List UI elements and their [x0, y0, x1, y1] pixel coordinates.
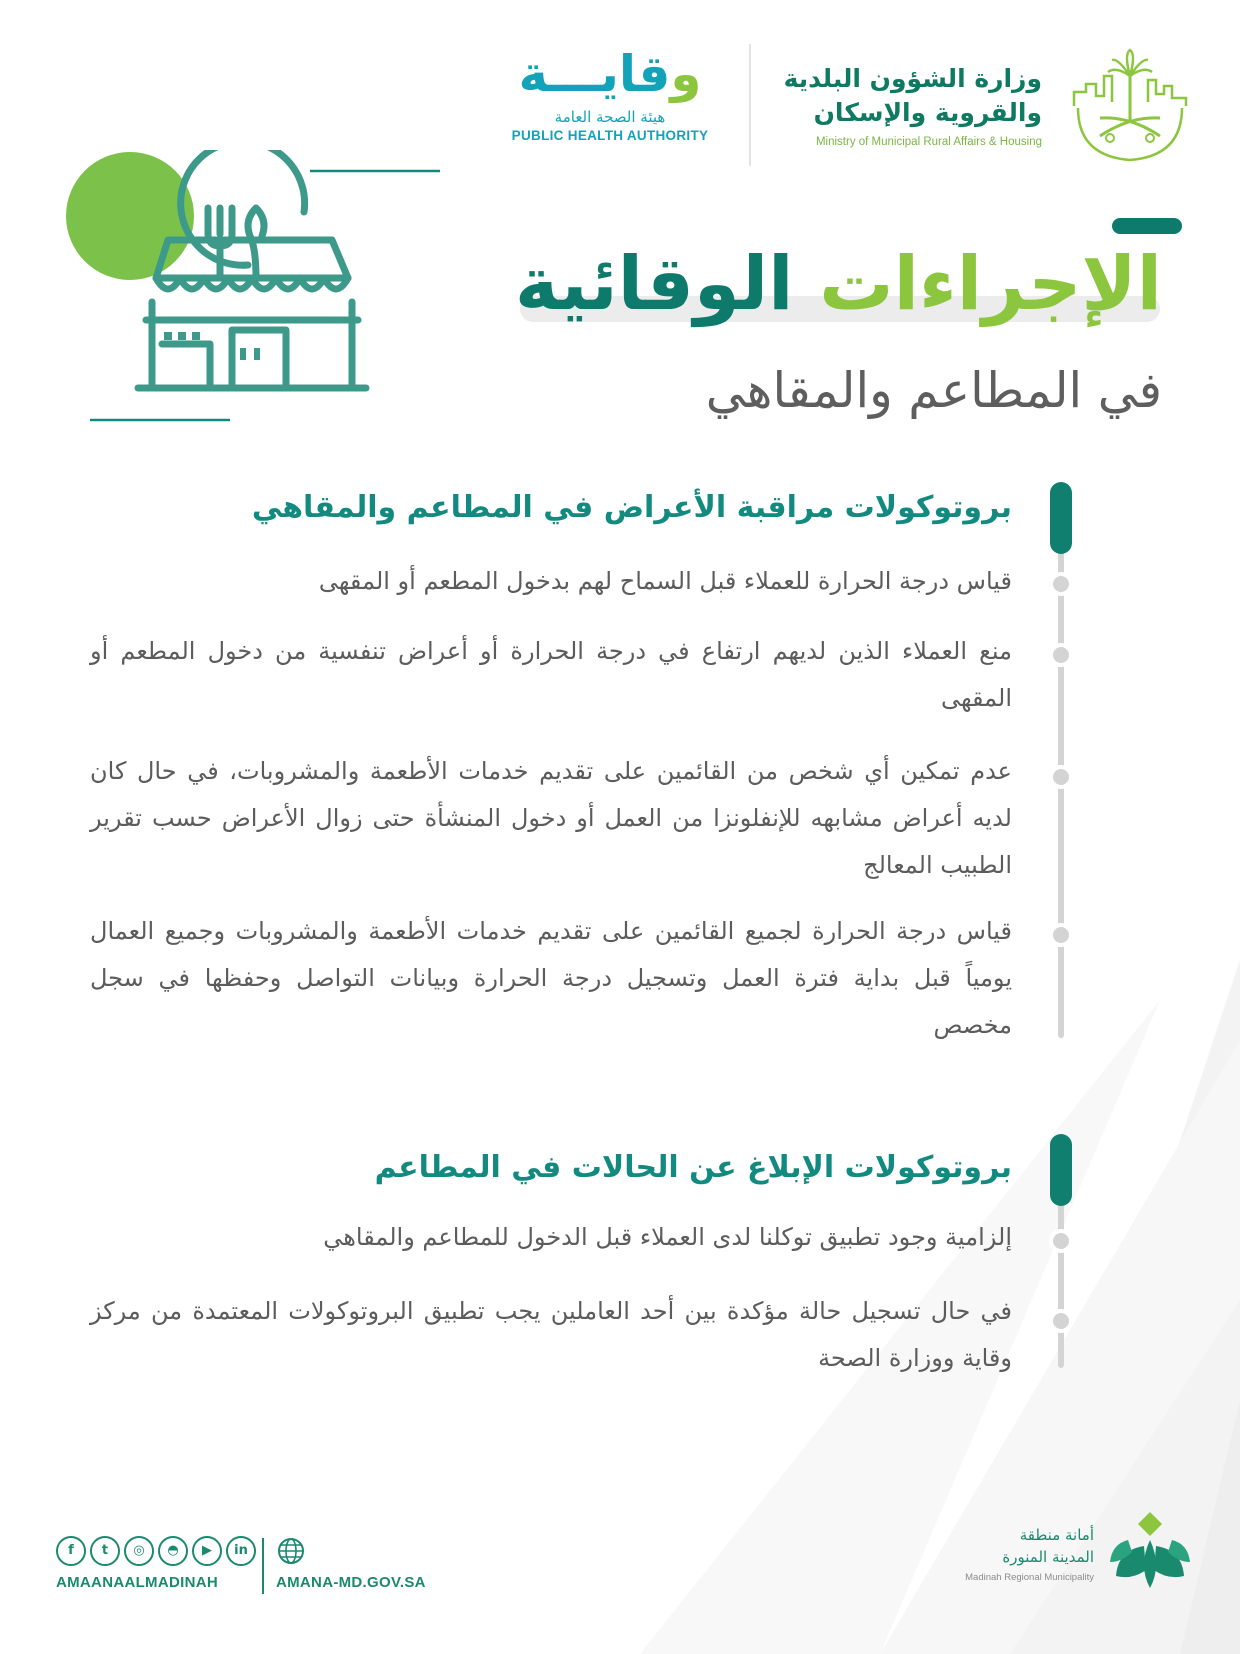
- website-link[interactable]: AMANA-MD.GOV.SA: [276, 1574, 426, 1591]
- weqaya-arabic-name: هيئة الصحة العامة: [554, 108, 666, 126]
- section2-timeline-cap: [1050, 1134, 1072, 1206]
- twitter-icon[interactable]: t: [90, 1536, 120, 1566]
- ministry-name-english: Ministry of Municipal Rural Affairs & Housing: [815, 136, 1042, 148]
- page-title-word1: الإجراءات: [819, 241, 1162, 327]
- footer-divider: [262, 1538, 264, 1594]
- saudi-palm-swords-emblem-icon: [1068, 46, 1192, 164]
- section1-item-2: منع العملاء الذين لديهم ارتفاع في درجة الحرارة أو أعراض تنفسية من دخول المطعم أو المقهى: [90, 637, 1012, 712]
- snapchat-icon[interactable]: ◓: [158, 1536, 188, 1566]
- timeline-dot: [1049, 572, 1073, 596]
- timeline-dot: [1049, 1309, 1073, 1333]
- title-accent-bar: [1112, 218, 1182, 234]
- ministry-name-line2: والقروية والإسكان: [813, 98, 1042, 127]
- madinah-municipality-logo-icon: [1108, 1510, 1192, 1590]
- section2-item-2: في حال تسجيل حالة مؤكدة بين أحد العاملين يجب تطبيق البروتوكولات المعتمدة من مركز وقاية ووزارة الصحة: [90, 1297, 1012, 1372]
- instagram-icon[interactable]: ◎: [124, 1536, 154, 1566]
- section1-item-3: عدم تمكين أي شخص من القائمين على تقديم خدمات الأطعمة والمشروبات، في حال كان لديه أعراض مشابهه للإنفلونزا من العمل أو دخول المنشأة حتى زوال الأعراض حسب تقرير الطبيب المعالج: [90, 757, 1012, 879]
- social-icons: [56, 1536, 256, 1566]
- social-handle[interactable]: AMAANAALMADINAH: [56, 1574, 218, 1591]
- page-title: [515, 236, 1162, 332]
- timeline-dot: [1049, 1229, 1073, 1253]
- section2-heading: بروتوكولات الإبلاغ عن الحالات في المطاعم: [374, 1150, 1012, 1185]
- timeline-dot: [1049, 923, 1073, 947]
- footer-social: [56, 1536, 456, 1596]
- timeline-dot: [1049, 765, 1073, 789]
- facebook-icon[interactable]: f: [56, 1536, 86, 1566]
- weqaya-wordmark: [505, 44, 715, 104]
- weqaya-wordmark-part2: قايـــة: [518, 45, 671, 103]
- linkedin-icon[interactable]: in: [226, 1536, 256, 1566]
- timeline-dot: [1049, 643, 1073, 667]
- youtube-icon[interactable]: ▶: [192, 1536, 222, 1566]
- weqaya-wordmark-part1: و: [670, 45, 702, 103]
- municipality-name-line2: المدينة المنورة: [1002, 1548, 1094, 1566]
- header-divider: [749, 44, 751, 166]
- madinah-municipality-logo: [922, 1510, 1192, 1590]
- page-title-word2: الوقائية: [514, 241, 794, 327]
- weqaya-english-name: PUBLIC HEALTH AUTHORITY: [511, 128, 709, 143]
- page-subtitle: في المطاعم والمقاهي: [705, 362, 1162, 419]
- section2-item-1: إلزامية وجود تطبيق توكلنا لدى العملاء قبل الدخول للمطاعم والمقاهي: [323, 1223, 1012, 1251]
- restaurant-fork-spoon-icon: [60, 150, 450, 460]
- municipality-name-line1: أمانة منطقة: [1019, 1526, 1094, 1544]
- weqaya-logo: [505, 44, 715, 164]
- section1-heading: بروتوكولات مراقبة الأعراض في المطاعم والمقاهي: [251, 490, 1012, 525]
- section1-timeline-cap: [1050, 482, 1072, 554]
- ministry-name-line1: وزارة الشؤون البلدية: [783, 64, 1042, 93]
- municipality-name-english: Madinah Regional Municipality: [965, 1572, 1094, 1583]
- globe-icon: [276, 1536, 306, 1566]
- section1-item-1: قياس درجة الحرارة للعملاء قبل السماح لهم بدخول المطعم أو المقهى: [318, 567, 1012, 595]
- section1-item-4: قياس درجة الحرارة لجميع القائمين على تقديم خدمات الأطعمة والمشروبات وجميع العمال يومياً قبل بداية فترة العمل وتسجيل درجة الحرارة وبيانات التواصل وحفظها في سجل مخصص: [90, 917, 1012, 1039]
